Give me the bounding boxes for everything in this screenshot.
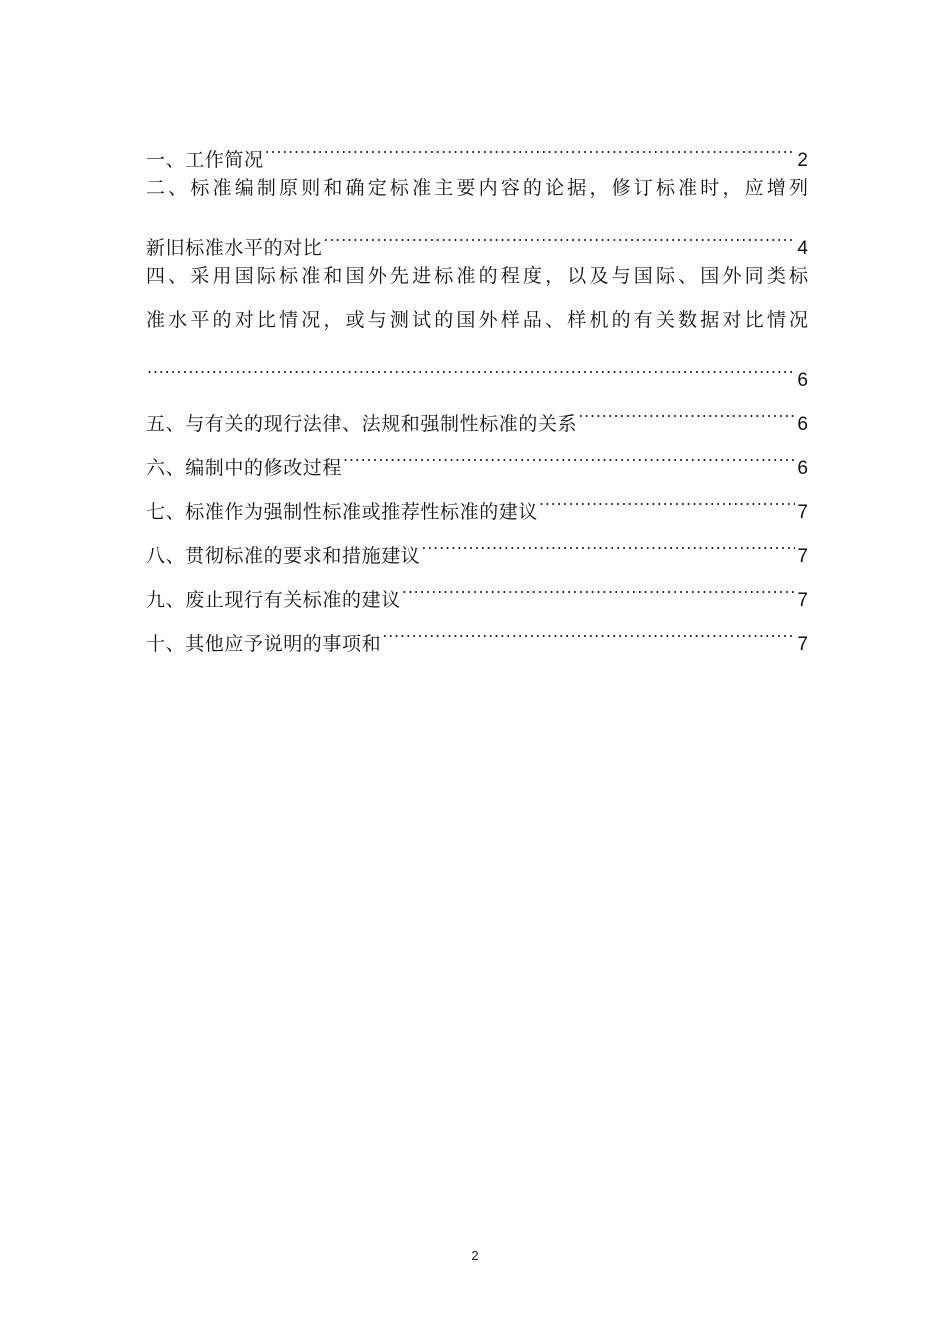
toc-entry-work-overview[interactable] bbox=[146, 122, 808, 171]
toc-entry-page: 6 bbox=[797, 458, 808, 479]
toc-entry-title: 八、贯彻标准的要求和措施建议 bbox=[146, 545, 421, 567]
toc-entry-page: 7 bbox=[797, 590, 808, 611]
toc-entry-page: 7 bbox=[797, 502, 808, 523]
toc-entry-title: 六、编制中的修改过程 bbox=[146, 457, 343, 479]
toc-entry-laws-relation[interactable] bbox=[146, 386, 808, 435]
dot-leader bbox=[421, 518, 795, 562]
dot-leader bbox=[147, 342, 795, 386]
dot-leader bbox=[265, 122, 796, 166]
toc-entry-page: 2 bbox=[797, 150, 808, 171]
toc-entry-compilation-principles[interactable] bbox=[146, 166, 808, 259]
toc-line bbox=[146, 386, 808, 435]
table-of-contents bbox=[146, 122, 808, 655]
dot-leader bbox=[382, 606, 795, 650]
toc-entry-page: 7 bbox=[797, 634, 808, 655]
toc-line bbox=[146, 342, 808, 391]
dot-leader bbox=[578, 386, 795, 430]
dot-leader bbox=[343, 430, 795, 474]
footer-page-number: 2 bbox=[471, 1248, 479, 1263]
toc-entry-page: 4 bbox=[797, 238, 808, 259]
toc-line bbox=[146, 210, 808, 259]
toc-entry-title: 七、标准作为强制性标准或推荐性标准的建议 bbox=[146, 501, 539, 523]
toc-entry-page: 7 bbox=[797, 546, 808, 567]
toc-entry-page: 6 bbox=[797, 414, 808, 435]
toc-entry-title-line: 二、标准编制原则和确定标准主要内容的论据，修订标准时，应增列 bbox=[146, 177, 808, 199]
toc-entry-title-line: 准水平的对比情况，或与测试的国外样品、样机的有关数据对比情况 bbox=[146, 309, 808, 331]
toc-entry-title-line: 四、采用国际标准和国外先进标准的程度，以及与国际、国外同类标 bbox=[146, 265, 808, 287]
dot-leader bbox=[323, 210, 795, 254]
dot-leader bbox=[539, 474, 795, 518]
toc-entry-international-standards[interactable] bbox=[146, 254, 808, 391]
toc-entry-title: 九、废止现行有关标准的建议 bbox=[146, 589, 401, 611]
toc-entry-page: 6 bbox=[797, 370, 808, 391]
toc-line bbox=[146, 122, 808, 171]
toc-entry-title: 十、其他应予说明的事项和 bbox=[146, 633, 382, 655]
toc-entry-title: 新旧标准水平的对比 bbox=[146, 237, 323, 259]
toc-entry-title: 五、与有关的现行法律、法规和强制性标准的关系 bbox=[146, 413, 578, 435]
dot-leader bbox=[402, 562, 796, 606]
toc-entry-title: 一、工作简况 bbox=[146, 149, 264, 171]
